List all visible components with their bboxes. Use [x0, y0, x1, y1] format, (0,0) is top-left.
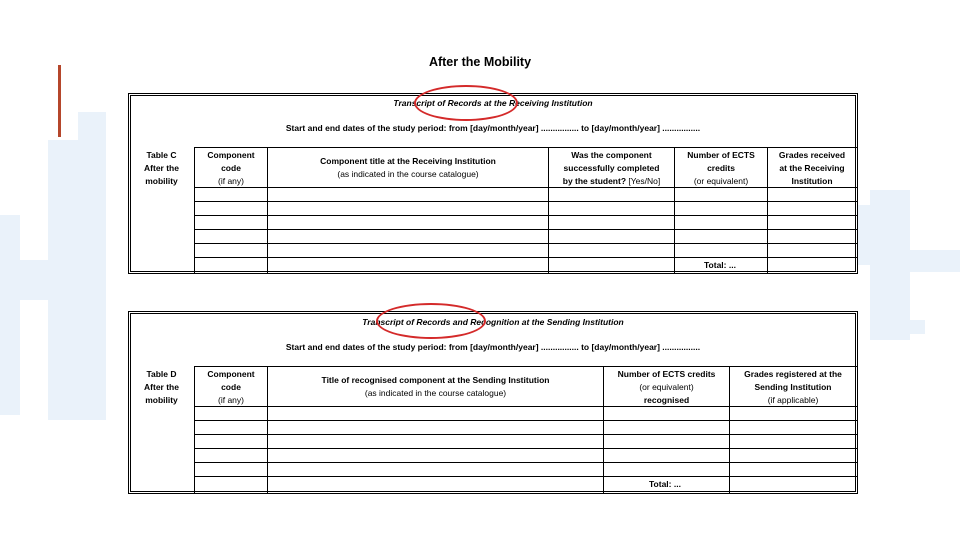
table-c-header-top-line — [194, 147, 857, 148]
header-line: (as indicated in the course catalogue) — [364, 387, 507, 398]
table-d — [128, 311, 858, 494]
header-line: code — [221, 162, 241, 173]
table-d-dates: Start and end dates of the study period: from [day/month/year] ................ to [day/month/year] ................ — [285, 342, 701, 352]
table-c-header-component-title — [268, 155, 548, 181]
accent-line — [58, 65, 61, 137]
table-c-label — [129, 149, 194, 187]
background-pattern-right — [905, 250, 960, 272]
table-d-row-line — [194, 448, 857, 449]
header-line: Grades registered at the — [744, 369, 842, 379]
background-pattern-left — [0, 215, 20, 415]
table-d-title-highlight: Transcript of Records — [362, 317, 451, 327]
table-d-title-rest: and Recognition at the Sending Institution — [450, 317, 624, 327]
table-c-label-line: After the — [144, 162, 179, 173]
header-line: Component — [207, 150, 255, 160]
background-pattern-left — [78, 112, 106, 142]
table-d-highlight-oval — [376, 303, 486, 339]
table-c — [128, 93, 858, 274]
header-line: Component — [207, 369, 255, 379]
table-c-title-highlight: Transcript of Records — [393, 98, 482, 108]
background-pattern-left — [20, 260, 50, 300]
header-line: Grades received — [778, 150, 846, 160]
header-line: (if any) — [218, 394, 244, 405]
table-d-row-line — [194, 462, 857, 463]
background-pattern-right — [880, 320, 925, 334]
table-c-header-grades — [768, 149, 856, 187]
header-line: Title of recognised component at the Sending Institution — [321, 375, 550, 385]
table-c-row-line — [194, 243, 857, 244]
table-c-row-line — [194, 201, 857, 202]
table-d-row-line — [194, 420, 857, 421]
table-c-label-line: mobility — [145, 175, 178, 186]
background-pattern-left — [48, 140, 106, 420]
header-line: Component title at the Receiving Institution — [320, 156, 496, 166]
table-c-header-completed — [549, 149, 674, 187]
table-c-title-rest: at the Receiving Institution — [481, 98, 593, 108]
header-line: at the Receiving — [779, 162, 845, 173]
table-d-label-line: After the — [144, 381, 179, 392]
table-d-header-ects — [604, 368, 729, 406]
table-d-row-line — [194, 476, 857, 477]
header-line: Number of ECTS credits — [617, 369, 716, 379]
header-line: Was the component — [571, 150, 652, 160]
header-line: Sending Institution — [754, 381, 832, 392]
header-line: recognised — [643, 394, 690, 405]
header-line: (as indicated in the course catalogue) — [337, 168, 479, 179]
table-c-label-line: Table C — [146, 150, 177, 160]
table-c-header-component-code — [195, 149, 267, 187]
table-d-total: Total: ... — [649, 479, 681, 489]
header-line: successfully completed — [563, 162, 660, 173]
table-c-dates: Start and end dates of the study period: from [day/month/year] ................ to [day/month/year] ................ — [285, 123, 701, 133]
table-c-header-ects — [675, 149, 767, 187]
header-line: by the student? [Yes/No] — [562, 175, 661, 186]
header-line: code — [221, 381, 241, 392]
slide-title: After the Mobility — [428, 55, 532, 69]
table-c-row-line — [194, 215, 857, 216]
header-line: (or equivalent) — [693, 175, 749, 186]
header-line: (if applicable) — [767, 394, 819, 405]
table-d-label-line: mobility — [145, 394, 178, 405]
table-d-label — [129, 368, 194, 406]
table-c-highlight-oval — [414, 85, 518, 121]
table-c-total: Total: ... — [704, 260, 736, 270]
header-line: Institution — [791, 175, 833, 186]
header-line: Number of ECTS — [687, 150, 755, 160]
table-d-header-top-line — [194, 366, 857, 367]
table-c-row-line — [194, 229, 857, 230]
header-line: (or equivalent) — [639, 381, 694, 392]
header-line: (if any) — [218, 175, 244, 186]
background-pattern-right — [858, 205, 878, 265]
table-d-header-component-code — [195, 368, 267, 406]
table-d-row-line — [194, 434, 857, 435]
table-d-header-grades — [730, 368, 856, 406]
header-line: credits — [707, 162, 735, 173]
table-d-label-line: Table D — [146, 369, 177, 379]
table-d-header-component-title — [268, 374, 603, 400]
table-c-row-line — [194, 257, 857, 258]
table-d-title — [129, 317, 857, 327]
